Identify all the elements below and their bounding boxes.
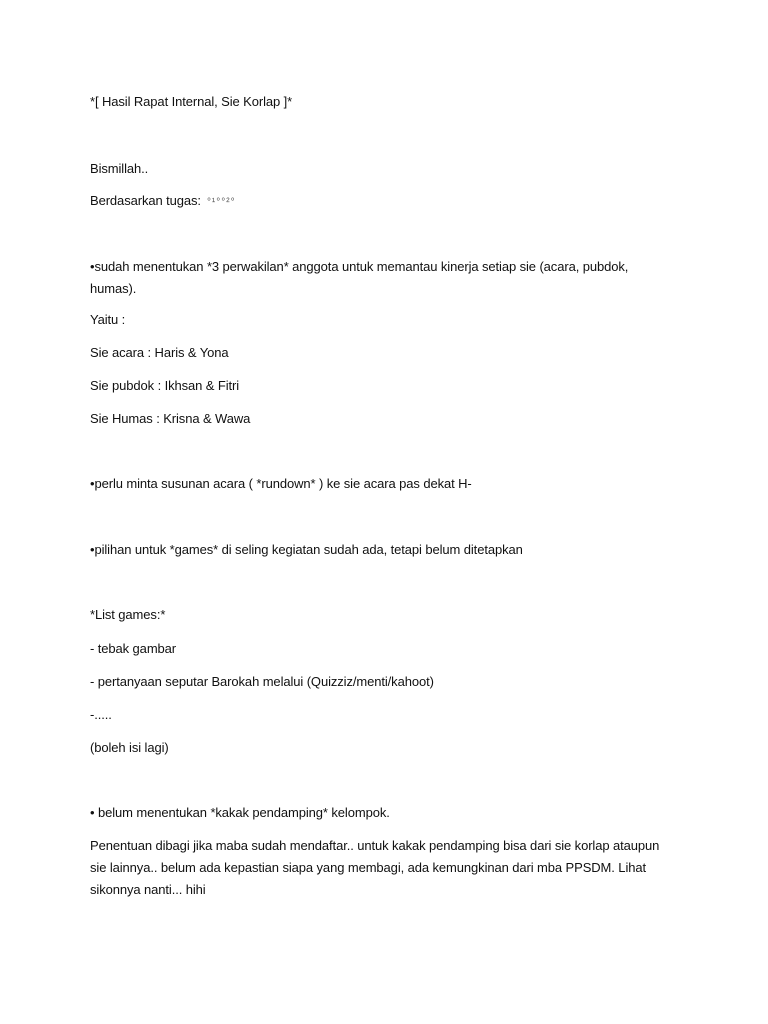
games-list-item: - pertanyaan seputar Barokah melalui (Quizziz/menti/kahoot) [90, 674, 434, 689]
point-rundown: •perlu minta susunan acara ( *rundown* ) ke sie acara pas dekat H- [90, 476, 472, 491]
tasks-line [90, 192, 690, 212]
tasks-label: Berdasarkan tugas: [90, 193, 201, 208]
closing-paragraph: Penentuan dibagi jika maba sudah mendaftar.. untuk kakak pendamping bisa dari sie korlap ataupun sie lainnya.. belum ada kepastian siapa yang membagi, ada kemungkinan dari mba PPSDM. Lihat sikonnya nanti... hihi [90, 838, 660, 897]
point-games: •pilihan untuk *games* di seling kegiatan sudah ada, tetapi belum ditetapkan [90, 542, 523, 557]
greeting-text: Bismillah.. [90, 161, 149, 176]
rep-item-humas: Sie Humas : Krisna & Wawa [90, 411, 251, 426]
point-representatives: •sudah menentukan *3 perwakilan* anggota untuk memantau kinerja setiap sie (acara, pubdok, humas). [90, 259, 629, 296]
games-list-title: *List games:* [90, 607, 166, 622]
point-pendamping: • belum menentukan *kakak pendamping* kelompok. [90, 805, 390, 820]
document-title: *[ Hasil Rapat Internal, Sie Korlap ]* [90, 94, 293, 109]
games-list-item: -..... [90, 707, 112, 722]
rep-item-acara: Sie acara : Haris & Yona [90, 345, 229, 360]
games-list-item: - tebak gambar [90, 641, 177, 656]
yaitu-label: Yaitu : [90, 312, 126, 327]
rep-item-pubdok: Sie pubdok : Ikhsan & Fitri [90, 378, 240, 393]
games-list-note: (boleh isi lagi) [90, 740, 169, 755]
emoji-placeholder-glyphs: °¹°°²° [206, 197, 236, 208]
